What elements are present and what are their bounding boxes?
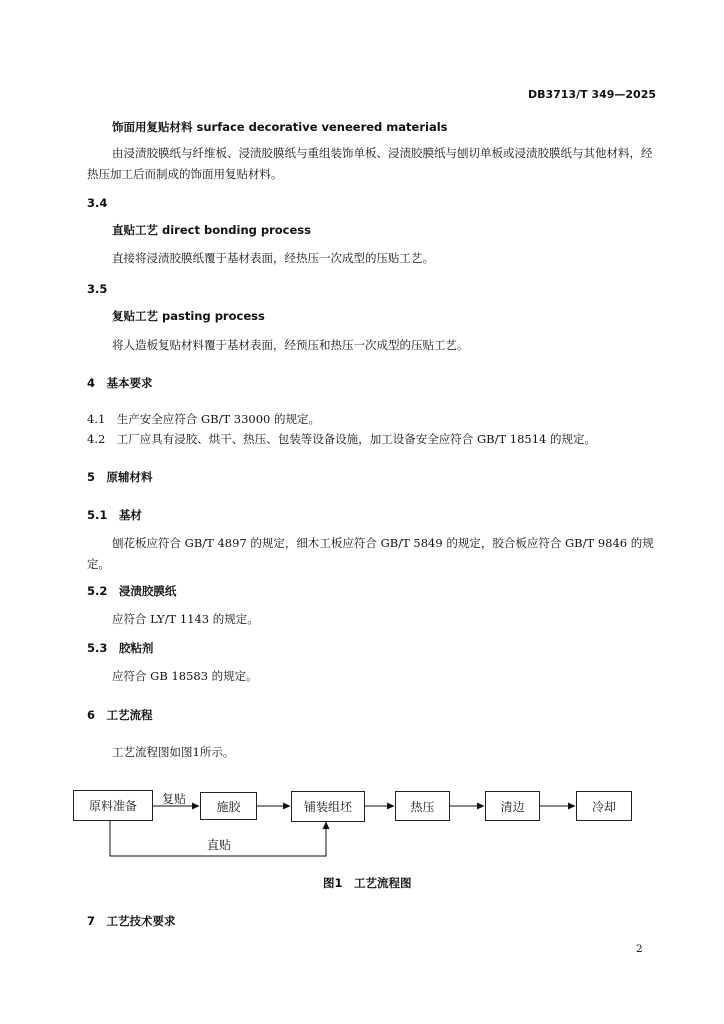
clause-4-2: 4.2 工厂应具有浸胶、烘干、热压、包装等设备设施，加工设备安全应符合 GB/T 18514 的规定。 xyxy=(87,432,597,446)
section-heading-technical-requirements: 7 工艺技术要求 xyxy=(87,914,176,928)
term-heading-veneered-materials: 饰面用复贴材料 surface decorative veneered materials xyxy=(112,120,448,134)
clause-number-3-4: 3.4 xyxy=(87,196,108,210)
flow-box-edge-trim: 清边 xyxy=(485,791,540,821)
flow-box-cooling: 冷却 xyxy=(576,791,632,821)
clause-heading-5-3: 5.3 胶粘剂 xyxy=(87,641,154,655)
definition-direct-bonding: 直接将浸渍胶膜纸覆于基材表面，经热压一次成型的压贴工艺。 xyxy=(112,251,434,265)
flow-label-direct: 直贴 xyxy=(207,838,232,852)
doc-code-header: DB3713/T 349—2025 xyxy=(527,88,656,101)
figure-caption: 图1 工艺流程图 xyxy=(323,876,412,890)
definition-pasting-process: 将人造板复贴材料覆于基材表面，经预压和热压一次成型的压贴工艺。 xyxy=(112,338,469,352)
term-heading-pasting-process: 复贴工艺 pasting process xyxy=(112,309,265,323)
process-flow-intro: 工艺流程图如图1所示。 xyxy=(112,745,235,759)
term-heading-direct-bonding: 直贴工艺 direct bonding process xyxy=(112,223,311,237)
clause-5-1-text: 刨花板应符合 GB/T 4897 的规定，细木工板应符合 GB/T 5849 的规定，胶合板应符合 GB/T 9846 的规定。 xyxy=(87,536,654,571)
section-heading-process-flow: 6 工艺流程 xyxy=(87,708,153,722)
clause-5-3-text: 应符合 GB 18583 的规定。 xyxy=(112,669,258,683)
definition-veneered-materials: 由浸渍胶膜纸与纤维板、浸渍胶膜纸与重组装饰单板、浸渍胶膜纸与刨切单板或浸渍胶膜纸与其他材料，经热压加工后而制成的饰面用复贴材料。 xyxy=(87,146,653,181)
clause-heading-5-2: 5.2 浸渍胶膜纸 xyxy=(87,584,177,598)
section-heading-basic-requirements: 4 基本要求 xyxy=(87,376,153,390)
section-heading-raw-materials: 5 原辅材料 xyxy=(87,470,153,484)
clause-5-2-text: 应符合 LY/T 1143 的规定。 xyxy=(112,612,259,626)
flow-label-pasting: 复贴 xyxy=(162,792,187,806)
flow-box-mat-layup: 铺装组坯 xyxy=(291,791,365,822)
clause-number-3-5: 3.5 xyxy=(87,282,108,296)
clause-heading-5-1: 5.1 基材 xyxy=(87,508,142,522)
flow-box-raw-material-prep: 原料准备 xyxy=(73,790,153,821)
clause-4-1: 4.1 生产安全应符合 GB/T 33000 的规定。 xyxy=(87,412,321,426)
page-number: 2 xyxy=(636,943,643,955)
flow-box-glue-application: 施胶 xyxy=(200,792,257,820)
flow-box-hot-press: 热压 xyxy=(395,791,450,821)
